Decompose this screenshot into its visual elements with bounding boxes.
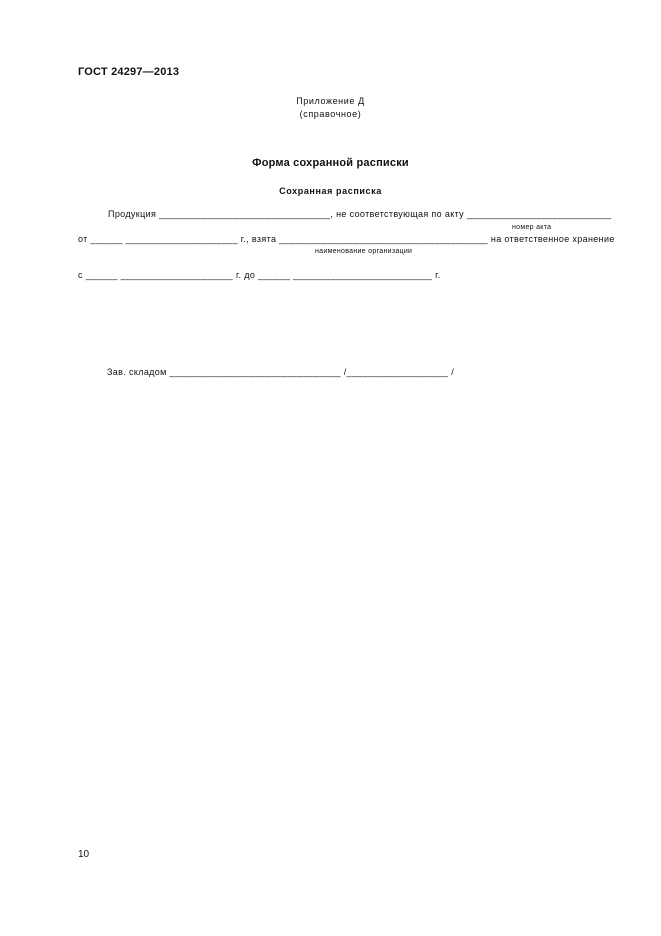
- form-title: Форма сохранной расписки: [252, 157, 409, 169]
- act-number-hint: номер акта: [512, 224, 552, 231]
- product-line: Продукция ________________________________, не соответствующая по акту ___________________________: [108, 209, 612, 219]
- appendix-title: Приложение Д: [296, 96, 365, 106]
- date-taken-line: от ______ _____________________ г., взята _______________________________________ на ответственное хранение: [78, 234, 615, 244]
- receipt-title: Сохранная расписка: [279, 186, 382, 196]
- appendix-subtitle: (справочное): [299, 109, 362, 119]
- standard-header: ГОСТ 24297—2013: [78, 66, 180, 78]
- organization-hint: наименование организации: [315, 248, 413, 255]
- warehouse-signature-line: Зав. складом ________________________________ /___________________ /: [107, 367, 455, 377]
- period-line: с ______ _____________________ г. до ______ __________________________ г.: [78, 270, 441, 280]
- page-number: 10: [78, 849, 90, 860]
